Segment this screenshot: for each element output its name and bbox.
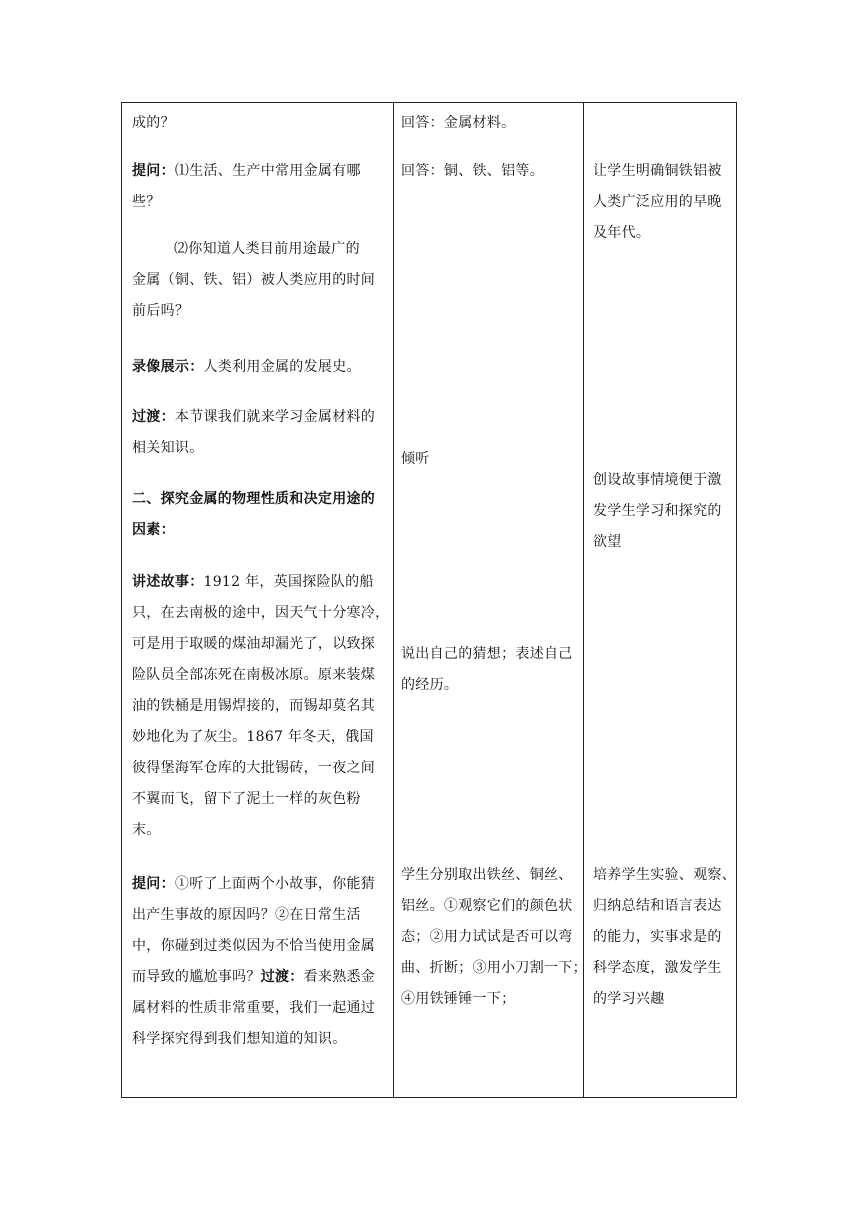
video-label: 录像展示： xyxy=(132,359,204,375)
text-line: 彼得堡海军仓库的大批锡砖，一夜之间 xyxy=(132,760,376,776)
question-1-line: 提问：⑴生活、生产中常用金属有哪 xyxy=(132,163,361,179)
teacher-activity-column xyxy=(122,103,393,1097)
question-2-line: 提问：①听了上面两个小故事，你能猜 xyxy=(132,876,376,892)
text-line: 回答：金属材料。 xyxy=(401,115,516,131)
question-label: 提问： xyxy=(132,163,175,179)
video-line: 录像展示：人类利用金属的发展史。 xyxy=(132,359,361,375)
text-line: 可是用于取暖的煤油却漏光了，以致探 xyxy=(132,636,376,652)
text-line: 油的铁桶是用锡焊接的，而锡却莫名其 xyxy=(132,698,376,714)
transition-line: 过渡：本节课我们就来学习金属材料的 xyxy=(132,409,376,425)
text-line: ④用铁锤锤一下； xyxy=(401,991,516,1007)
text-line: 属材料的性质非常重要，我们一起通过 xyxy=(132,1000,376,1016)
lesson-plan-table xyxy=(121,102,737,1098)
text-line: 的能力，实事求是的 xyxy=(593,929,722,945)
text-line: 而导致的尴尬事吗？过渡：看来熟悉金 xyxy=(132,969,376,985)
text-line: 学生分别取出铁丝、铜丝、 xyxy=(401,867,573,883)
text-line: 出产生事故的原因吗？②在日常生活 xyxy=(132,907,361,923)
student-activity-column xyxy=(394,103,587,1097)
text-line: 金属（铜、铁、铝）被人类应用的时间 xyxy=(132,272,376,288)
text-line: 的经历。 xyxy=(401,677,459,693)
text-line: 回答：铜、铁、铝等。 xyxy=(401,163,544,179)
text-line: 些？ xyxy=(132,194,161,210)
text-line: 归纳总结和语言表达 xyxy=(593,898,722,914)
text-line: 科学探究得到我们想知道的知识。 xyxy=(132,1031,347,1047)
story-line: 讲述故事：1912 年，英国探险队的船 xyxy=(132,574,374,590)
design-intent-column xyxy=(584,103,736,1097)
text-line: 让学生明确铜铁铝被 xyxy=(593,163,722,179)
text-line: 铝丝。①观察它们的颜色状 xyxy=(401,898,573,914)
text-line: 曲、折断；③用小刀割一下； xyxy=(401,960,587,976)
transition-label: 过渡： xyxy=(260,969,304,985)
text-line: 及年代。 xyxy=(593,225,651,241)
text-line: 只，在去南极的途中，因天气十分寒冷， xyxy=(132,605,390,621)
text-line: 发学生学习和探究的 xyxy=(593,503,722,519)
section-heading: 二、探究金属的物理性质和决定用途的 xyxy=(132,491,376,507)
text-line: 前后吗？ xyxy=(132,303,190,319)
text-line: 创设故事情境便于激 xyxy=(593,472,722,488)
question-label: 提问： xyxy=(132,876,175,892)
text-line: 不翼而飞，留下了泥土一样的灰色粉 xyxy=(132,791,361,807)
text-line: 欲望 xyxy=(593,534,622,550)
text-line: 中，你碰到过类似因为不恰当使用金属 xyxy=(132,938,376,954)
text-line: 说出自己的猜想；表述自己 xyxy=(401,646,573,662)
text-line: 相关知识。 xyxy=(132,440,204,456)
section-heading: 因素： xyxy=(132,522,175,538)
text-line: 培养学生实验、观察、 xyxy=(593,867,736,883)
text-line: ⑵你知道人类目前用途最广的 xyxy=(174,241,360,257)
text-line: 倾听 xyxy=(401,451,430,467)
story-label: 讲述故事： xyxy=(132,574,204,590)
transition-label: 过渡： xyxy=(132,409,175,425)
text-line: 科学态度，激发学生 xyxy=(593,960,722,976)
text-line: 末。 xyxy=(132,822,161,838)
text-line: 险队员全部冻死在南极冰原。原来装煤 xyxy=(132,667,376,683)
text-line: 成的？ xyxy=(132,115,175,131)
text-line: 的学习兴趣 xyxy=(593,991,665,1007)
text-line: 态；②用力试试是否可以弯 xyxy=(401,929,573,945)
text-line: 妙地化为了灰尘。1867 年冬天，俄国 xyxy=(132,729,374,745)
text-line: 人类广泛应用的早晚 xyxy=(593,194,722,210)
